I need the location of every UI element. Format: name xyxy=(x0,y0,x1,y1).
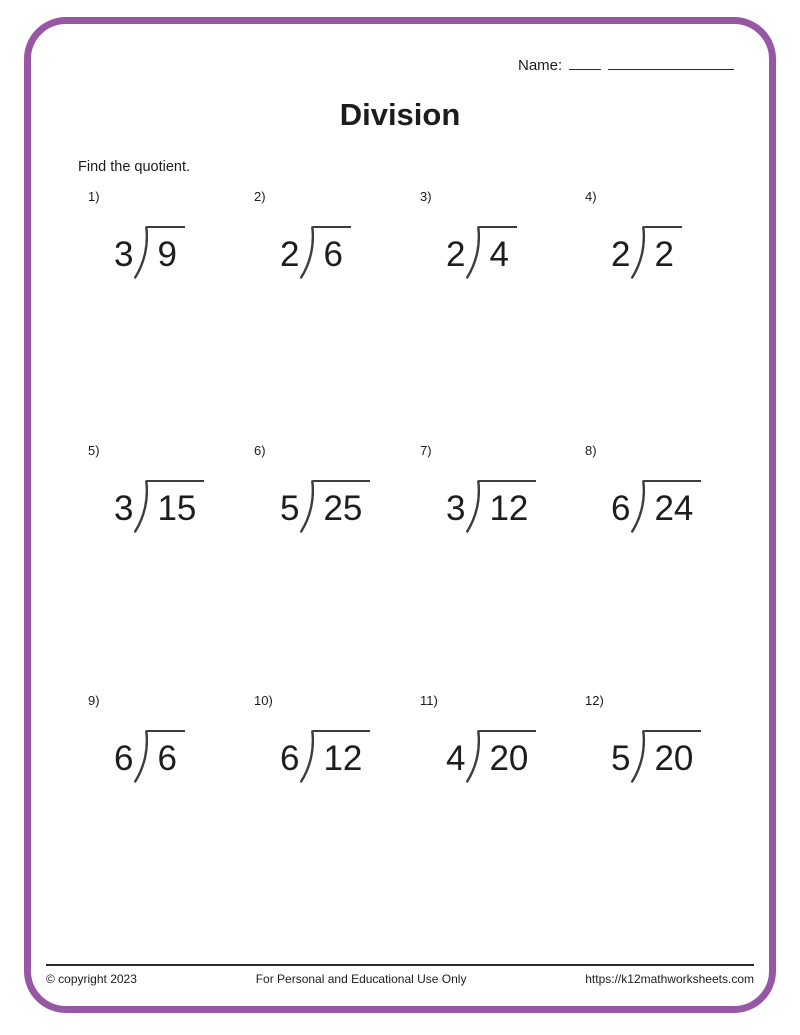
footer-divider xyxy=(46,964,754,966)
dividend-box xyxy=(313,226,350,272)
dividend-box xyxy=(479,226,516,272)
long-division-bracket-icon xyxy=(630,480,645,533)
division-expression xyxy=(446,480,580,526)
dividend-box xyxy=(479,730,536,776)
problem-number: 7) xyxy=(420,443,432,458)
problem-number: 9) xyxy=(88,693,100,708)
dividend-value: 15 xyxy=(157,489,197,528)
dividend-box xyxy=(313,480,370,526)
problem xyxy=(585,189,745,272)
division-expression xyxy=(611,730,745,776)
problem-number: 8) xyxy=(585,443,597,458)
division-expression xyxy=(280,226,414,272)
dividend-box xyxy=(479,480,536,526)
problem xyxy=(420,189,580,272)
problem xyxy=(585,443,745,526)
divisor: 4 xyxy=(446,739,466,778)
dividend-value: 12 xyxy=(323,739,363,778)
division-expression xyxy=(280,480,414,526)
dividend-value: 2 xyxy=(654,235,674,274)
divisor: 2 xyxy=(280,235,300,274)
name-blank-line xyxy=(569,54,601,70)
long-division-bracket-icon xyxy=(299,226,314,279)
problem-number: 5) xyxy=(88,443,100,458)
divisor: 3 xyxy=(114,489,134,528)
dividend-box xyxy=(313,730,370,776)
problem xyxy=(254,443,414,526)
problem-number: 1) xyxy=(88,189,100,204)
footer xyxy=(46,972,754,986)
dividend-value: 4 xyxy=(489,235,509,274)
divisor: 6 xyxy=(114,739,134,778)
problem-number: 12) xyxy=(585,693,604,708)
long-division-bracket-icon xyxy=(299,730,314,783)
long-division-bracket-icon xyxy=(465,480,480,533)
dividend-value: 20 xyxy=(489,739,529,778)
dividend-value: 6 xyxy=(323,235,343,274)
long-division-bracket-icon xyxy=(630,226,645,279)
divisor: 2 xyxy=(446,235,466,274)
problem xyxy=(254,693,414,776)
dividend-value: 6 xyxy=(157,739,177,778)
division-expression xyxy=(446,730,580,776)
long-division-bracket-icon xyxy=(465,226,480,279)
problem xyxy=(88,693,248,776)
page-title: Division xyxy=(339,97,461,132)
long-division-bracket-icon xyxy=(133,730,148,783)
long-division-bracket-icon xyxy=(133,226,148,279)
usage-text: For Personal and Educational Use Only xyxy=(255,972,467,986)
long-division-bracket-icon xyxy=(630,730,645,783)
dividend-box xyxy=(147,730,184,776)
division-expression xyxy=(611,480,745,526)
division-expression xyxy=(280,730,414,776)
problem xyxy=(254,189,414,272)
problem-number: 4) xyxy=(585,189,597,204)
problem-number: 2) xyxy=(254,189,266,204)
division-expression xyxy=(114,226,248,272)
dividend-box xyxy=(644,480,701,526)
dividend-box xyxy=(147,480,204,526)
name-blank-line xyxy=(608,54,734,70)
dividend-box xyxy=(644,226,681,272)
problem-number: 6) xyxy=(254,443,266,458)
problem xyxy=(585,693,745,776)
divisor: 5 xyxy=(611,739,631,778)
divisor: 3 xyxy=(446,489,466,528)
divisor: 5 xyxy=(280,489,300,528)
division-expression xyxy=(114,730,248,776)
problem xyxy=(420,693,580,776)
divisor: 6 xyxy=(280,739,300,778)
dividend-value: 12 xyxy=(489,489,529,528)
copyright-text: © copyright 2023 xyxy=(46,972,137,986)
dividend-value: 25 xyxy=(323,489,363,528)
division-expression xyxy=(114,480,248,526)
instruction-text: Find the quotient. xyxy=(78,159,191,175)
long-division-bracket-icon xyxy=(465,730,480,783)
problem-number: 10) xyxy=(254,693,273,708)
website-url: https://k12mathworksheets.com xyxy=(585,972,754,986)
long-division-bracket-icon xyxy=(133,480,148,533)
long-division-bracket-icon xyxy=(299,480,314,533)
name-row xyxy=(518,54,734,74)
problem xyxy=(88,443,248,526)
problem-number: 3) xyxy=(420,189,432,204)
divisor: 3 xyxy=(114,235,134,274)
dividend-value: 9 xyxy=(157,235,177,274)
divisor: 2 xyxy=(611,235,631,274)
divisor: 6 xyxy=(611,489,631,528)
dividend-value: 20 xyxy=(654,739,694,778)
division-expression xyxy=(611,226,745,272)
problem-number: 11) xyxy=(420,693,438,708)
dividend-box xyxy=(644,730,701,776)
problem xyxy=(420,443,580,526)
dividend-box xyxy=(147,226,184,272)
name-label: Name: xyxy=(518,57,563,74)
division-expression xyxy=(446,226,580,272)
problem xyxy=(88,189,248,272)
dividend-value: 24 xyxy=(654,489,694,528)
